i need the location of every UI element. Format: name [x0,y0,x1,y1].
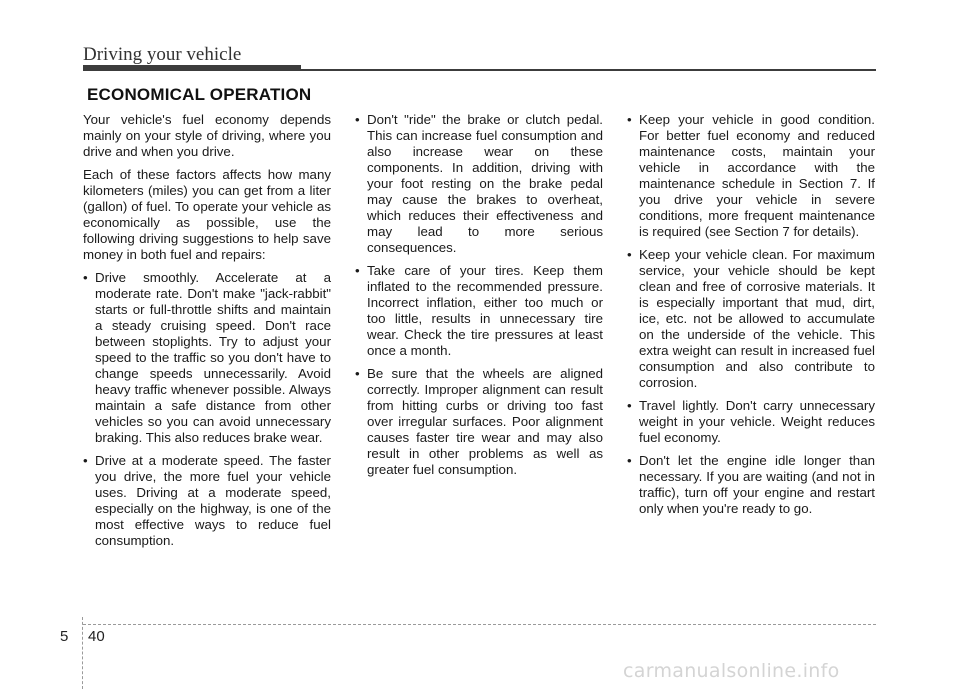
tip-item: • Be sure that the wheels are aligned correctly. Improper alignment can result from hitting curbs or driving too fast over irregular surfaces. Poor alignment causes faster tire wear and may also result in other problems as well as greater fuel consumption. [355,366,603,478]
tip-item: • Don't let the engine idle longer than necessary. If you are waiting (and not in traffic), turn off your engine and restart only when you're ready to go. [627,453,875,517]
tips-list [355,112,603,478]
tip-item: • Travel lightly. Don't carry unnecessary weight in your vehicle. Weight reduces fuel economy. [627,398,875,446]
tip-item: • Drive smoothly. Accelerate at a moderate rate. Don't make "jack-rabbit" starts or full-throttle shifts and maintain a steady cruising speed. Don't race between stoplights. Try to adjust your speed to the traffic so you don't have to change speeds unnecessarily. Avoid heavy traffic whenever possible. Always maintain a safe distance from other vehicles so you can avoid unnecessary braking. This also reduces brake wear. [83,270,331,446]
intro-paragraph: Your vehicle's fuel economy depends mainly on your style of driving, where you drive and when you drive. [83,112,331,159]
column-1 [83,112,331,556]
running-header: Driving your vehicle [83,44,242,65]
column-2 [355,112,603,485]
page-number: 40 [88,628,105,645]
tip-item: • Drive at a moderate speed. The faster you drive, the more fuel your vehicle uses. Driving at a moderate speed, especially on the highway, is one of the most effective ways to reduce fuel consumption. [83,453,331,549]
tips-list [627,112,875,517]
footer-divider [82,617,83,689]
header-rule-thick [83,65,301,71]
header-rule-thin [301,69,876,71]
column-3 [627,112,875,524]
tips-list [83,270,331,549]
footer-rule [83,624,876,625]
tip-item: • Keep your vehicle in good condition. For better fuel economy and reduced maintenance costs, maintain your vehicle in accordance with the maintenance schedule in Section 7. If you drive your vehicle in severe conditions, more frequent maintenance is required (see Section 7 for details). [627,112,875,240]
section-number: 5 [60,628,69,645]
tip-item: • Take care of your tires. Keep them inflated to the recommended pressure. Incorrect inflation, either too much or too little, results in unnecessary tire wear. Check the tire pressures at least once a month. [355,263,603,359]
section-heading: ECONOMICAL OPERATION [87,85,312,104]
watermark: carmanualsonline.info [623,660,840,682]
tip-item: • Don't "ride" the brake or clutch pedal. This can increase fuel consumption and also increase wear on these components. In addition, driving with your foot resting on the brake pedal may cause the brakes to overheat, which reduces their effectiveness and may lead to more serious consequences. [355,112,603,256]
intro-paragraph: Each of these factors affects how many kilometers (miles) you can get from a liter (gallon) of fuel. To operate your vehicle as economically as possible, use the following driving suggestions to help save money in both fuel and repairs: [83,167,331,262]
tip-item: • Keep your vehicle clean. For maximum service, your vehicle should be kept clean and free of corrosive materials. It is especially important that mud, dirt, ice, etc. not be allowed to accumulate on the underside of the vehicle. This extra weight can result in increased fuel consumption and also contribute to corrosion. [627,247,875,391]
